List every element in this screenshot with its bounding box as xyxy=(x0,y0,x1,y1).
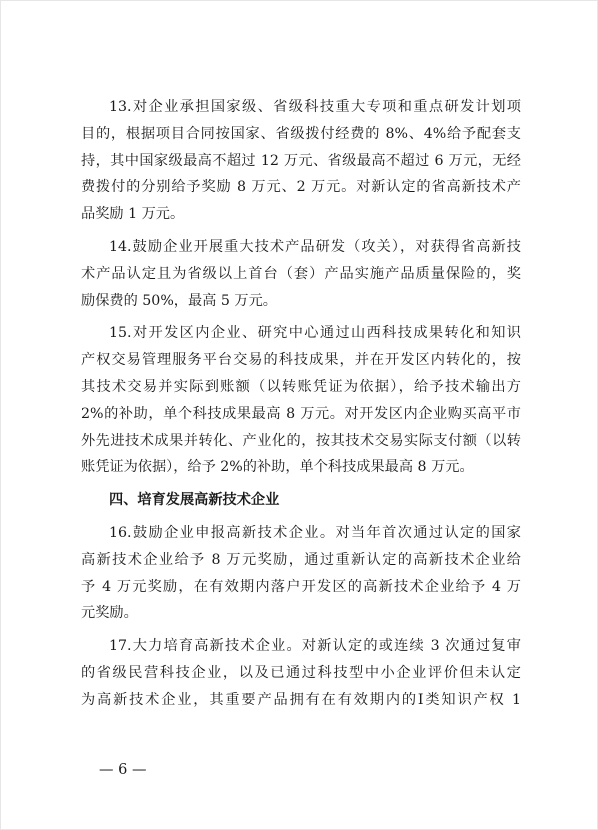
text-line: 予 4 万元奖励，在有效期内落户开发区的高新技术企业给予 4 万 xyxy=(81,578,521,595)
text-line: 其技术交易并实际到账额（以转账凭证为依据），给予技术输出方 xyxy=(81,378,521,395)
text-line: 14.鼓励企业开展重大技术产品研发（攻关），对获得省高新技 xyxy=(109,238,521,255)
paragraph-13 xyxy=(81,94,521,228)
text-line: 元奖励。 xyxy=(81,605,138,622)
paragraph-16 xyxy=(81,520,521,627)
text-line: 持，其中国家级最高不超过 12 万元、省级最高不超过 6 万元，无经 xyxy=(81,152,521,169)
text-line: 目的，根据项目合同按国家、省级拨付经费的 8%、4%给予配套支 xyxy=(81,125,521,142)
text-line: 为高新技术企业，其重要产品拥有在有效期内的Ⅰ类知识产权 1 xyxy=(81,691,521,708)
paragraph-15 xyxy=(81,320,521,481)
text-line: 产权交易管理服务平台交易的科技成果，并在开发区内转化的，按 xyxy=(81,352,521,369)
paragraph-17 xyxy=(81,633,521,713)
text-line: 费拨付的分别给予奖励 8 万元、2 万元。对新认定的省高新技术产 xyxy=(81,179,521,196)
text-line: 13.对企业承担国家级、省级科技重大专项和重点研发计划项 xyxy=(109,99,521,115)
text-line: 账凭证为依据），给予 2%的补助，单个科技成果最高 8 万元。 xyxy=(81,459,474,476)
text-line: 15.对开发区内企业、研究中心通过山西科技成果转化和知识 xyxy=(109,325,521,342)
page-number: — 6 — xyxy=(99,762,147,778)
text-line: 术产品认定且为省级以上首台（套）产品实施产品质量保险的，奖 xyxy=(81,265,521,282)
section-heading: 四、培育发展高新技术企业 xyxy=(109,492,280,509)
paragraph-14 xyxy=(81,234,521,314)
text-line: 励保费的 50%，最高 5 万元。 xyxy=(81,292,277,309)
page-content xyxy=(81,94,521,720)
text-line: 外先进技术成果并转化、产业化的，按其技术交易实际支付额（以转 xyxy=(81,432,521,449)
text-line: 16.鼓励企业申报高新技术企业。对当年首次通过认定的国家 xyxy=(109,524,521,541)
text-line: 17.大力培育高新技术企业。对新认定的或连续 3 次通过复审 xyxy=(109,638,521,655)
text-line: 2%的补助，单个科技成果最高 8 万元。对开发区内企业购买高平市 xyxy=(81,405,521,422)
text-line: 品奖励 1 万元。 xyxy=(81,206,185,223)
text-line: 的省级民营科技企业，以及已通过科技型中小企业评价但未认定 xyxy=(81,664,521,681)
text-line: 高新技术企业给予 8 万元奖励，通过重新认定的高新技术企业给 xyxy=(81,551,521,568)
